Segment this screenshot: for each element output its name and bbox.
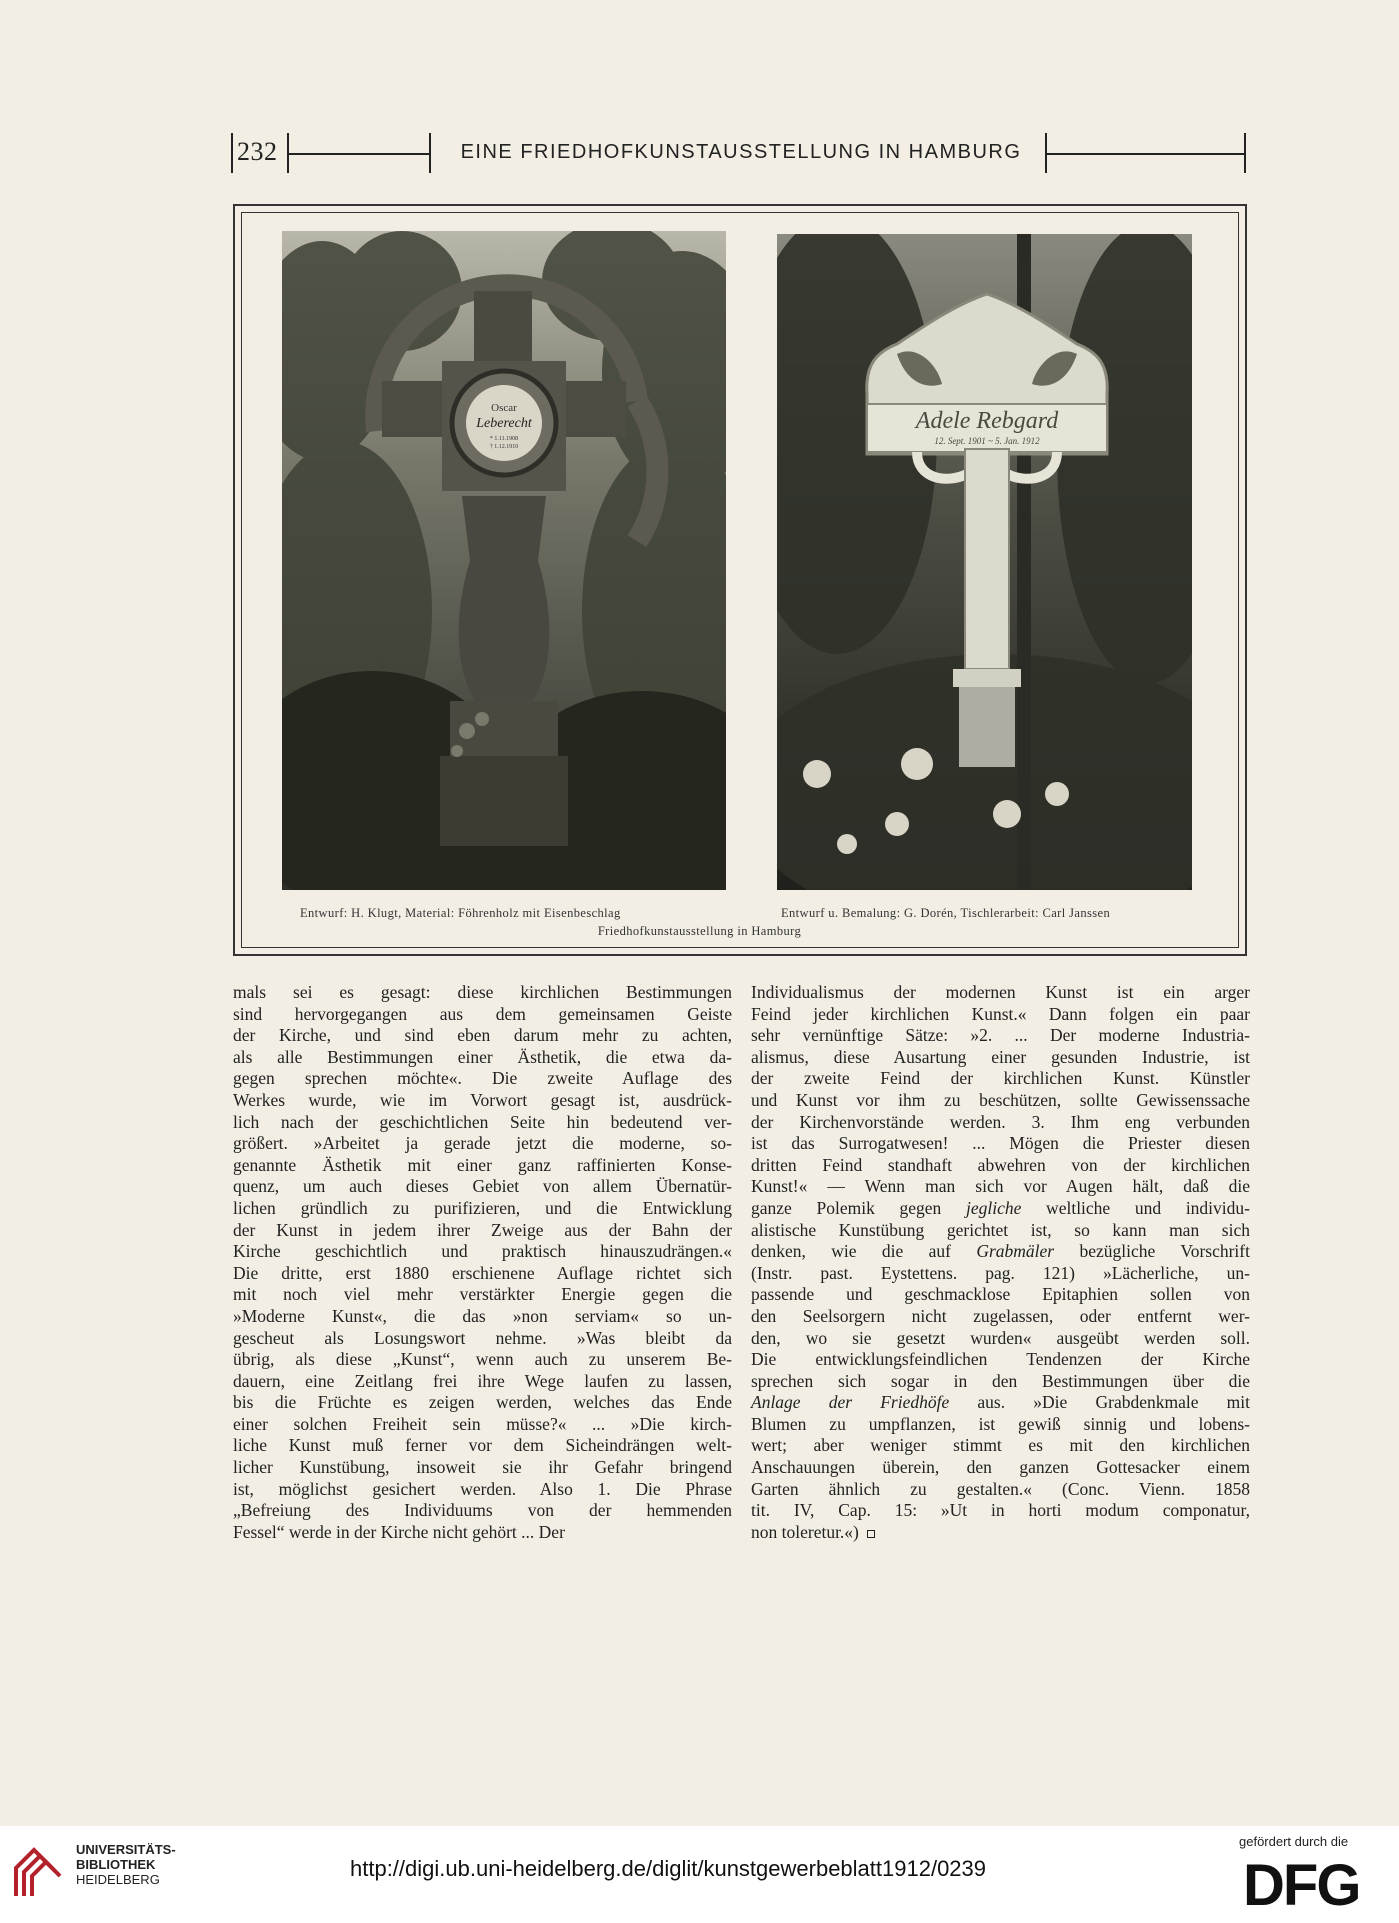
- text-line: ist, möglichst gesichert werden. Also 1. Die Phrase: [233, 1478, 732, 1499]
- text-line: [751, 1220, 1250, 1242]
- text-segment: dritten Feind standhaft abwehren von der kirchlichen: [751, 1154, 1250, 1175]
- library-name-line: BIBLIOTHEK: [76, 1857, 156, 1872]
- text-line: [751, 1500, 1250, 1522]
- text-segment: denken, wie die auf: [751, 1241, 977, 1262]
- italic-text: jegliche: [965, 1197, 1022, 1218]
- text-segment: sprechen sich sogar in den Bestimmungen über die: [751, 1370, 1250, 1391]
- text-segment: der zweite Feind der kirchlichen Kunst. Künstler: [751, 1068, 1250, 1089]
- text-line: [751, 1371, 1250, 1393]
- photo-painted-cross: [777, 234, 1192, 890]
- figure-caption-center: Friedhofkunstausstellung in Hamburg: [597, 924, 802, 938]
- text-line: [751, 1522, 1250, 1544]
- text-line: [751, 1328, 1250, 1350]
- digitization-footer: [0, 1826, 1399, 1923]
- text-line: übrig, als diese „Kunst“, wenn auch zu unserem Be-: [233, 1349, 732, 1370]
- text-line: Fessel“ werde in der Kirche nicht gehört ... Der: [233, 1521, 565, 1542]
- text-line: [751, 1047, 1250, 1069]
- text-line: mit noch viel mehr verstärkter Energie gegen die: [233, 1284, 732, 1305]
- text-line: gescheut als Losungswort nehme. »Was bleibt da: [233, 1327, 732, 1348]
- text-line: quenz, um auch dieses Gebiet von allem Übernatür-: [233, 1176, 732, 1197]
- text-segment: weltliche und individu-: [1021, 1197, 1250, 1218]
- end-of-article-icon: [867, 1530, 875, 1538]
- text-line: dauern, eine Zeitlang frei ihre Wege laufen zu lassen,: [233, 1370, 732, 1391]
- text-line: mals sei es gesagt: diese kirchlichen Bestimmungen: [233, 982, 732, 1002]
- text-line: liche Kunst muß ferner vor dem Sicheindrängen welt-: [233, 1435, 732, 1456]
- photo-wooden-cross: [282, 231, 726, 890]
- text-segment: passende und geschmacklose Epitaphien sollen von: [751, 1284, 1250, 1305]
- text-line: genannte Ästhetik mit einer ganz raffinierten Konse-: [233, 1154, 732, 1175]
- text-segment: Kunst!« — Wenn man sich vor Augen hält, daß die: [751, 1176, 1250, 1197]
- text-column-left: [233, 982, 732, 1543]
- text-segment: Feind jeder kirchlichen Kunst.« Dann folgen ein paar: [751, 1003, 1250, 1024]
- text-line: [751, 1025, 1250, 1047]
- page-number: 232: [237, 137, 278, 166]
- library-logo-icon: [12, 1838, 64, 1900]
- text-segment: der Kirchenvorstände werden. 3. Ihm eng verbunden: [751, 1111, 1250, 1132]
- figure-caption-left: Entwurf: H. Klugt, Material: Föhrenholz mit Eisenbeschlag: [300, 906, 621, 920]
- text-line: Die dritte, erst 1880 erschienene Auflage richtet sich: [233, 1262, 732, 1283]
- text-line: sind hervorgegangen aus dem gemeinsamen Geiste: [233, 1003, 732, 1024]
- text-segment: aus. »Die Grabdenkmale mit: [949, 1392, 1250, 1413]
- inscription-death-line: † 1.12.1910: [489, 444, 519, 450]
- text-line: [751, 1435, 1250, 1457]
- dfg-logo-text: DFG: [1243, 1853, 1360, 1913]
- library-name-line: HEIDELBERG: [76, 1872, 160, 1887]
- inscription-name-line: Adele Rebgard: [915, 408, 1059, 434]
- text-line: [751, 1414, 1250, 1436]
- header-rule: [289, 153, 429, 155]
- text-column-right: [751, 982, 1250, 1543]
- text-line: [751, 1068, 1250, 1090]
- text-line: bis die Früchte es zeigen werden, welches das Ende: [233, 1392, 732, 1413]
- text-line: [751, 1349, 1250, 1371]
- text-line: größert. »Arbeitet ja gerade jetzt die moderne, so-: [233, 1133, 732, 1154]
- header-bar: [231, 133, 233, 173]
- text-segment: ganze Polemik gegen: [751, 1197, 966, 1218]
- text-segment: bezügliche Vorschrift: [1054, 1241, 1250, 1262]
- text-line: [751, 1263, 1250, 1285]
- inscription-surname-line: Leberecht: [476, 416, 532, 431]
- text-line: [751, 1392, 1250, 1414]
- text-segment: tit. IV, Cap. 15: »Ut in horti modum componatur,: [751, 1500, 1250, 1521]
- text-line: lichen gründlich zu purifizieren, und die Entwicklung: [233, 1197, 732, 1218]
- text-line: gegen sprechen möchte«. Die zweite Auflage des: [233, 1068, 732, 1089]
- page-header: [231, 133, 1246, 173]
- text-line: „Befreiung des Individuums von der hemmenden: [233, 1500, 732, 1521]
- text-segment: Individualismus der modernen Kunst ist ein arger: [751, 982, 1250, 1002]
- dfg-logo-icon: [1243, 1853, 1377, 1913]
- library-name-line: UNIVERSITÄTS-: [76, 1842, 176, 1857]
- text-segment: Die entwicklungsfeindlichen Tendenzen der Kirche: [751, 1349, 1250, 1370]
- text-line: [751, 1133, 1250, 1155]
- inscription-birth-line: * 1.11.1908: [489, 436, 519, 442]
- text-segment: den Seelsorgern nicht zugelassen, oder entfernt wer-: [751, 1305, 1250, 1326]
- inscription-dates-line: 12. Sept. 1901 ~ 5. Jan. 1912: [934, 436, 1040, 446]
- text-line: der Kunst in jedem ihrer Zweige aus der Bahn der: [233, 1219, 732, 1240]
- text-line: [751, 1457, 1250, 1479]
- permalink-url[interactable]: http://digi.ub.uni-heidelberg.de/diglit/kunstgewerbeblatt1912/0239: [350, 1856, 987, 1881]
- text-segment: ist das Surrogatwesen! ... Mögen die Priester diesen: [751, 1133, 1250, 1154]
- text-line: [751, 1241, 1250, 1263]
- text-line: [751, 1479, 1250, 1501]
- text-line: lich nach der geschichtlichen Seite hin bedeutend ver-: [233, 1111, 732, 1132]
- text-line: [751, 1090, 1250, 1112]
- text-line: einer solchen Freiheit sein müsse?« ... »Die kirch-: [233, 1413, 732, 1434]
- text-segment: Anschauungen überein, den ganzen Gottesacker einem: [751, 1457, 1250, 1478]
- text-line: »Moderne Kunst«, die das »non serviam« so un-: [233, 1305, 732, 1326]
- text-segment: sehr vernünftige Sätze: »2. ... Der moderne Industria-: [751, 1025, 1250, 1046]
- text-segment: non toleretur.«): [751, 1521, 859, 1542]
- text-segment: wert; aber weniger stimmt es mit den kirchlichen: [751, 1435, 1250, 1456]
- text-segment: Blumen zu umpflanzen, ist gewiß sinnig und lobens-: [751, 1413, 1250, 1434]
- header-bar: [1244, 133, 1246, 173]
- text-line: [751, 1004, 1250, 1026]
- text-line: [751, 1198, 1250, 1220]
- funding-note: gefördert durch die: [1239, 1834, 1349, 1849]
- library-name: [76, 1842, 176, 1887]
- running-title: EINE FRIEDHOFKUNSTAUSSTELLUNG IN HAMBURG: [460, 141, 1022, 163]
- header-rule: [1047, 153, 1244, 155]
- inscription-name-line: Oscar: [491, 402, 517, 414]
- text-line: der Kirche, und sind eben darum mehr zu achten,: [233, 1025, 732, 1046]
- text-segment: den, wo sie gesetzt wurden« ausgeübt werden soll.: [751, 1327, 1250, 1348]
- italic-text: Anlage der Friedhöfe: [751, 1392, 950, 1413]
- text-line: [751, 1112, 1250, 1134]
- text-segment: alistische Kunstübung gerichtet ist, so kann man sich: [751, 1219, 1250, 1240]
- text-line: [751, 1306, 1250, 1328]
- figure-caption-right: Entwurf u. Bemalung: G. Dorén, Tischlerarbeit: Carl Janssen: [781, 906, 1111, 920]
- italic-text: Grabmäler: [976, 1241, 1055, 1262]
- text-segment: (Instr. past. Eystettens. pag. 121) »Lächerliche, un-: [751, 1262, 1250, 1283]
- text-line: als alle Bestimmungen einer Ästhetik, die etwa da-: [233, 1046, 732, 1067]
- text-segment: Garten ähnlich zu gestalten.« (Conc. Vienn. 1858: [751, 1478, 1250, 1499]
- text-line: [751, 982, 1250, 1004]
- text-segment: alismus, diese Ausartung einer gesunden Industrie, ist: [751, 1046, 1250, 1067]
- text-line: [751, 1176, 1250, 1198]
- text-line: Kirche geschichtlich und praktisch hinauszudrängen.«: [233, 1241, 732, 1262]
- text-line: Werkes wurde, wie im Vorwort gesagt ist, ausdrück-: [233, 1089, 732, 1110]
- text-line: licher Kunstübung, insoweit sie ihr Gefahr bringend: [233, 1457, 732, 1478]
- text-segment: und Kunst vor ihm zu beschützen, sollte Gewissenssache: [751, 1089, 1250, 1110]
- text-line: [751, 1284, 1250, 1306]
- text-line: [751, 1155, 1250, 1177]
